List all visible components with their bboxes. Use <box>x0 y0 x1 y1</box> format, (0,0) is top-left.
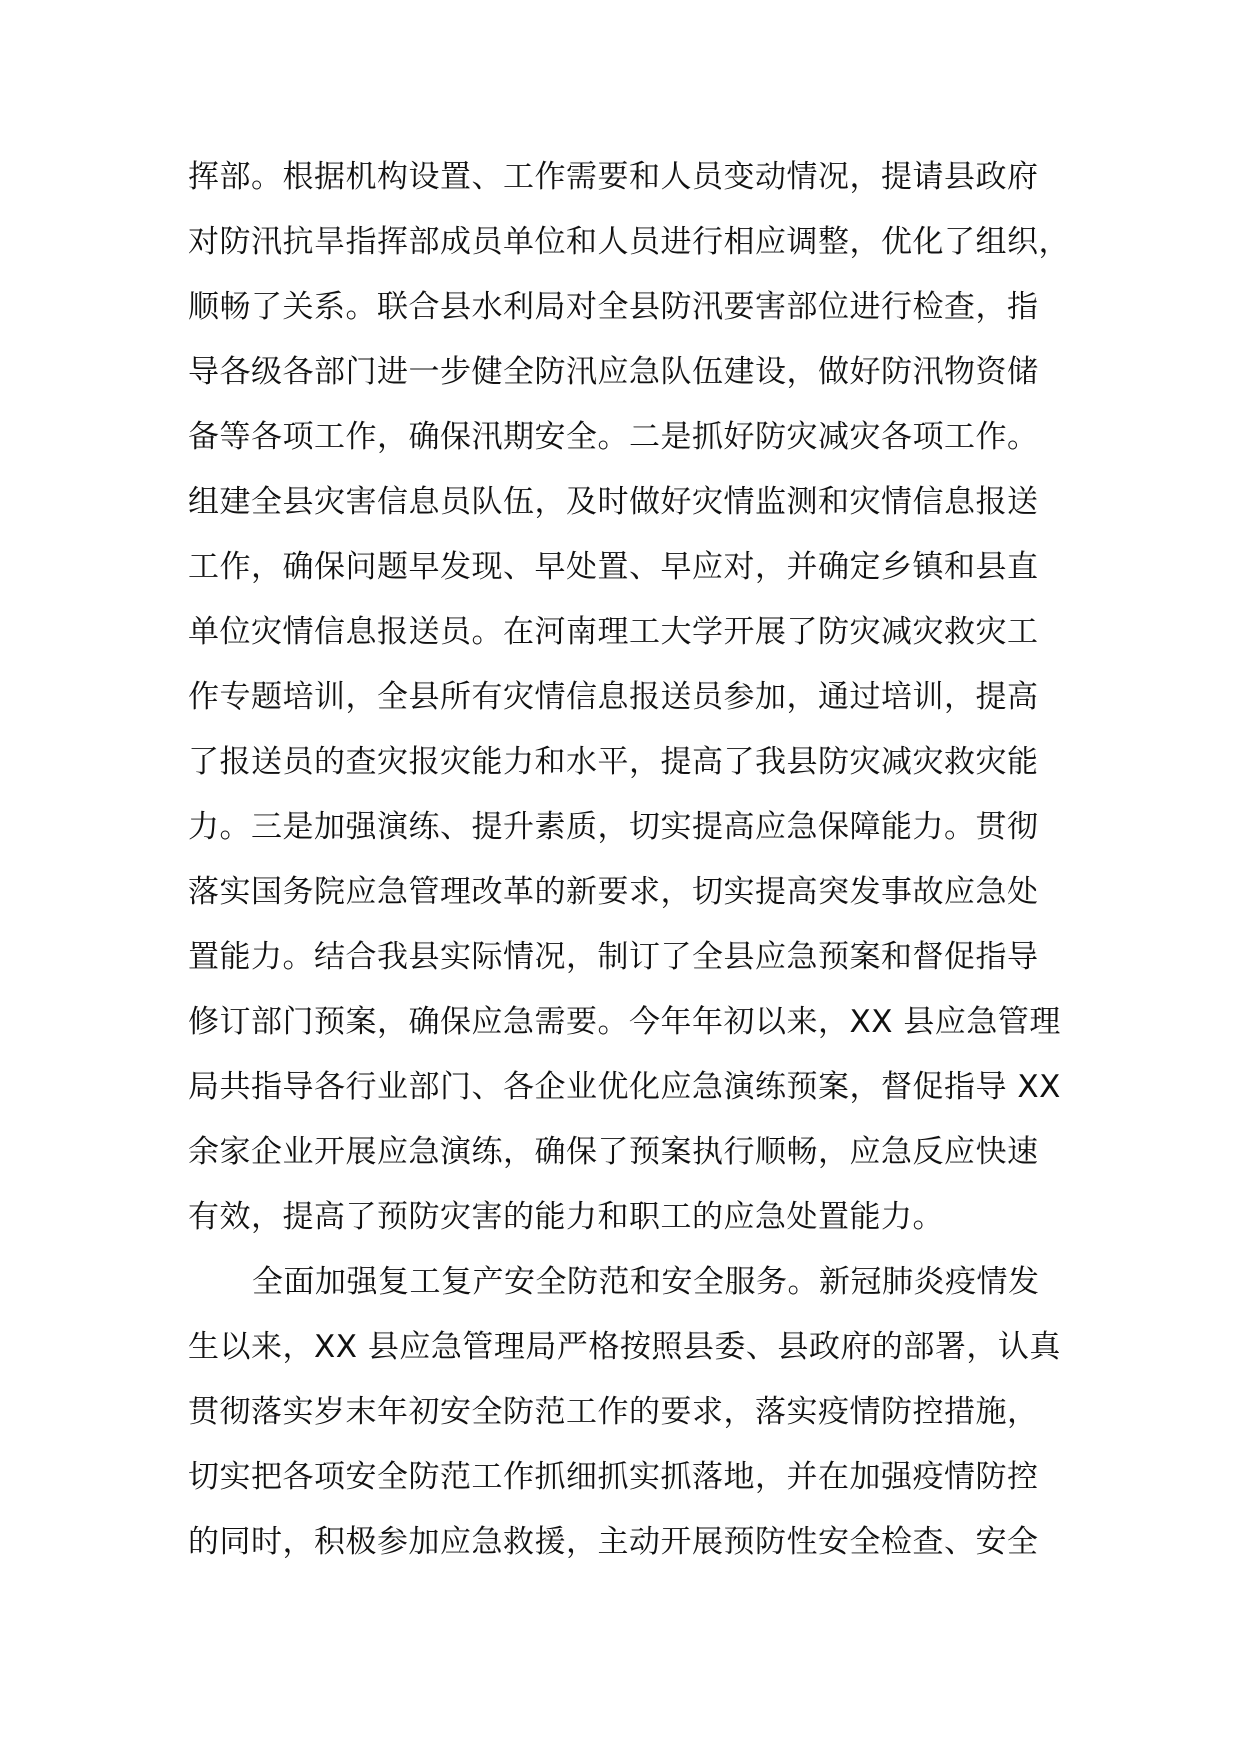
text-line: 局共指导各行业部门、各企业优化应急演练预案，督促指导 XX <box>188 1069 1061 1105</box>
text-line: 置能力。结合我县实际情况，制订了全县应急预案和督促指导 <box>188 939 1039 975</box>
text-line: 作专题培训，全县所有灾情信息报送员参加，通过培训，提高 <box>188 679 1039 715</box>
text-line: 生以来，XX 县应急管理局严格按照县委、县政府的部署，认真 <box>188 1329 1061 1365</box>
text-line: 切实把各项安全防范工作抓细抓实抓落地，并在加强疫情防控 <box>188 1459 1039 1495</box>
text-line: 余家企业开展应急演练，确保了预案执行顺畅，应急反应快速 <box>188 1134 1039 1170</box>
text-line: 贯彻落实岁末年初安全防范工作的要求，落实疫情防控措施， <box>188 1394 1039 1430</box>
text-line: 工作，确保问题早发现、早处置、早应对，并确定乡镇和县直 <box>188 549 1039 585</box>
text-line: 导各级各部门进一步健全防汛应急队伍建设，做好防汛物资储 <box>188 354 1039 390</box>
text-line: 修订部门预案，确保应急需要。今年年初以来，XX 县应急管理 <box>188 1004 1061 1040</box>
text-line: 单位灾情信息报送员。在河南理工大学开展了防灾减灾救灾工 <box>188 614 1039 650</box>
text-line: 对防汛抗旱指挥部成员单位和人员进行相应调整，优化了组织， <box>188 224 1070 260</box>
paragraph-first-line: 全面加强复工复产安全防范和安全服务。新冠肺炎疫情发 <box>252 1264 1040 1300</box>
text-line: 力。三是加强演练、提升素质，切实提高应急保障能力。贯彻 <box>188 809 1039 845</box>
text-line: 落实国务院应急管理改革的新要求，切实提高突发事故应急处 <box>188 874 1039 910</box>
body-text <box>188 145 1068 1575</box>
text-line: 组建全县灾害信息员队伍，及时做好灾情监测和灾情信息报送 <box>188 484 1039 520</box>
text-line: 挥部。根据机构设置、工作需要和人员变动情况，提请县政府 <box>188 159 1039 195</box>
text-line: 了报送员的查灾报灾能力和水平，提高了我县防灾减灾救灾能 <box>188 744 1039 780</box>
text-line: 有效，提高了预防灾害的能力和职工的应急处置能力。 <box>188 1199 944 1235</box>
text-line: 备等各项工作，确保汛期安全。二是抓好防灾减灾各项工作。 <box>188 419 1039 455</box>
text-line: 顺畅了关系。联合县水利局对全县防汛要害部位进行检查，指 <box>188 289 1039 325</box>
text-line: 的同时，积极参加应急救援，主动开展预防性安全检查、安全 <box>188 1524 1039 1560</box>
